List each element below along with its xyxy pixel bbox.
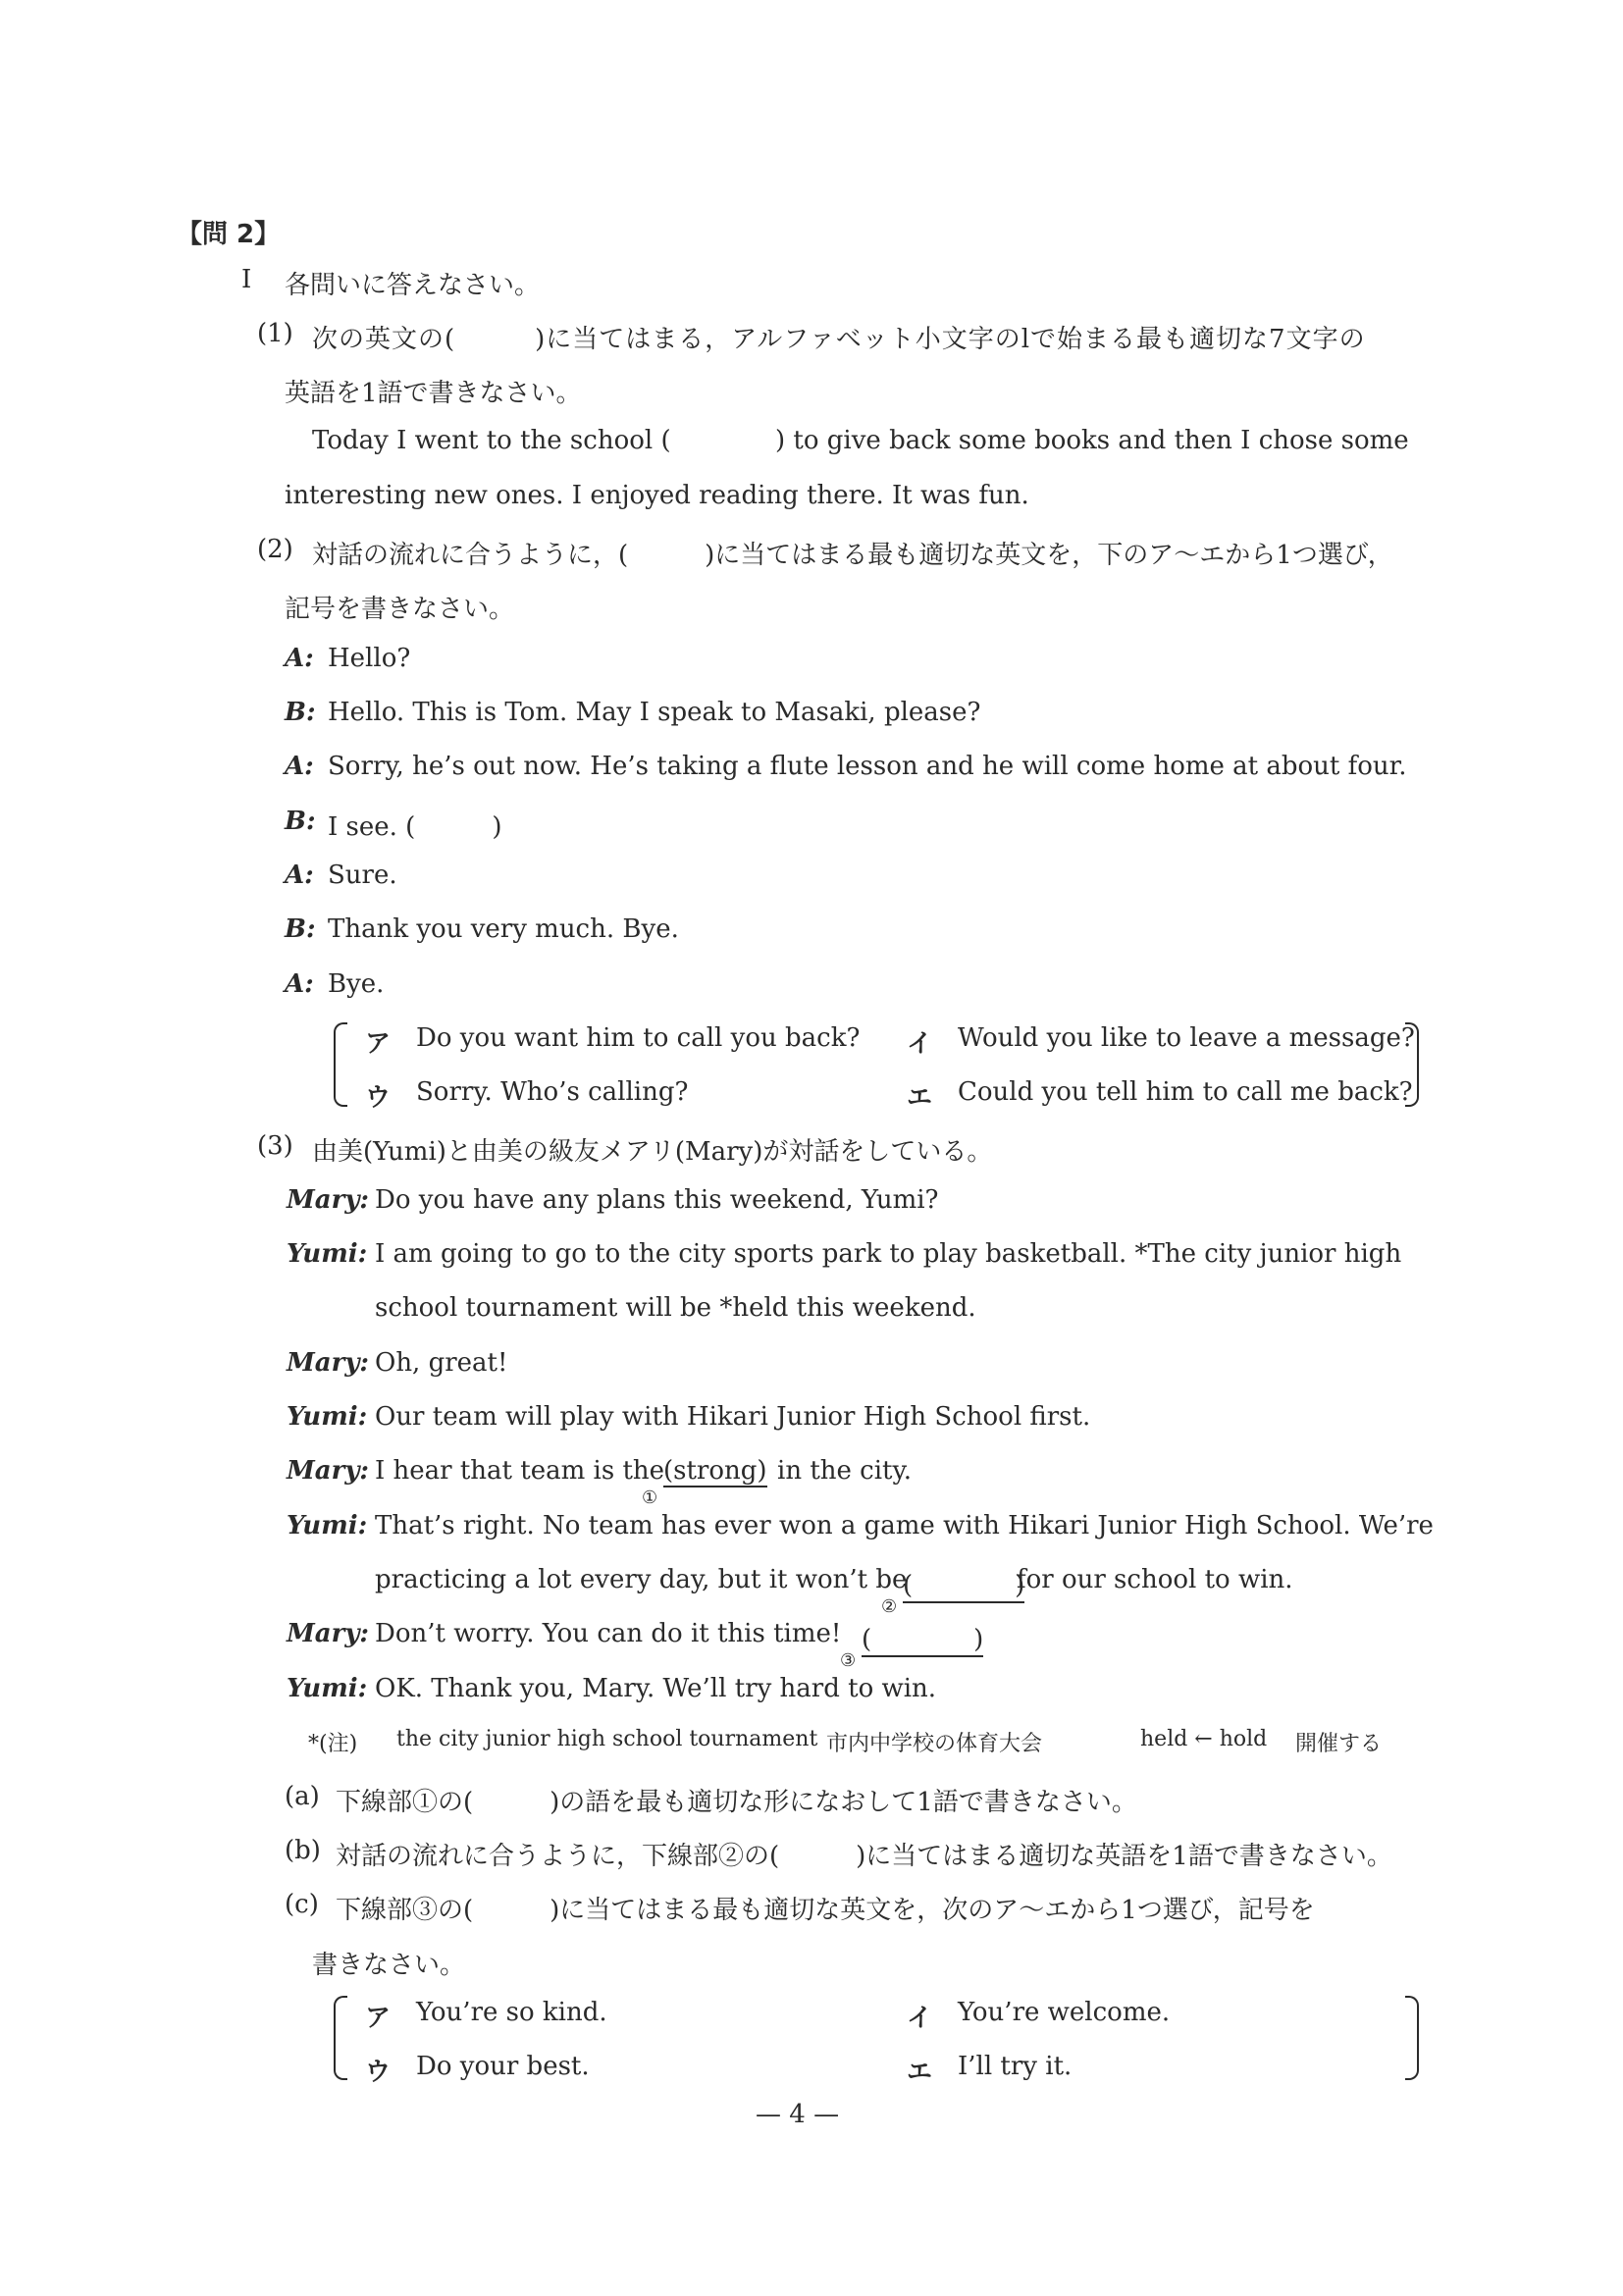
circle-number-1: ① <box>642 1487 658 1508</box>
dialog-speaker: Mary: <box>287 1456 370 1486</box>
choice-mark: イ <box>907 1029 933 1059</box>
dialog-line-part: in the city. <box>777 1456 912 1486</box>
q1-instruction-line2: 英語を1語で書きなさい。 <box>285 379 582 408</box>
q1-number: (1) <box>257 319 293 348</box>
q2-number: (2) <box>257 535 293 564</box>
q3-number: (3) <box>257 1131 293 1161</box>
choice-text: Could you tell him to call me back? <box>958 1077 1413 1107</box>
section-heading: 【問 2】 <box>177 220 281 249</box>
note-mark: *(注) <box>308 1732 358 1756</box>
dialog-line-part: I hear that team is the <box>375 1456 665 1486</box>
dialog-line: That’s right. No team has ever won a game with Hikari Junior High School. We’re <box>375 1511 1434 1540</box>
dialog-speaker: Yumi: <box>287 1402 368 1432</box>
dialog-speaker: B: <box>285 807 316 836</box>
dialog-line: I am going to go to the city sports park to play basketball. *The city junior high <box>375 1239 1402 1269</box>
dialog-line: Our team will play with Hikari Junior High School first. <box>375 1402 1091 1432</box>
dialog-speaker: A: <box>285 644 314 673</box>
subq-a-text: 下線部①の( )の語を最も適切な形になおして1語で書きなさい。 <box>336 1788 1137 1817</box>
section-instruction: 各問いに答えなさい。 <box>285 271 541 300</box>
dialog-speaker: B: <box>285 914 316 944</box>
dialog-speaker: Mary: <box>287 1619 370 1648</box>
subq-b-number: (b) <box>285 1836 321 1865</box>
page-number: — 4 — <box>756 2100 840 2129</box>
q1-passage-line2: interesting new ones. I enjoyed reading there. It was fun. <box>285 481 1029 510</box>
choice-mark: イ <box>907 2004 933 2033</box>
dialog-line: Do you have any plans this weekend, Yumi? <box>375 1185 939 1215</box>
note-gloss: 市内中学校の体育大会 <box>826 1732 1043 1756</box>
choice-mark: ア <box>365 1029 392 1059</box>
choice-mark: ウ <box>365 2058 392 2087</box>
choice-text: I’ll try it. <box>958 2052 1073 2081</box>
q1-passage-a: Today I went to the school ( <box>312 426 671 455</box>
dialog-line: Sure. <box>328 861 397 890</box>
q2-instruction-line1: 対話の流れに合うように，( )に当てはまる最も適切な英文を，下のア～エから1つ選び， <box>312 541 1393 570</box>
dialog-line-part: Don’t worry. You can do it this time! <box>375 1619 842 1648</box>
choice-bracket-left <box>334 1996 347 2080</box>
dialog-line: I see. ( ) <box>328 812 502 842</box>
q2-instruction-line2: 記号を書きなさい。 <box>285 595 515 624</box>
dialog-speaker: Mary: <box>287 1348 370 1378</box>
dialog-speaker: A: <box>285 969 314 999</box>
subq-c-number: (c) <box>285 1890 319 1919</box>
section-label: I <box>241 265 252 294</box>
underlined-word-1: (strong) <box>663 1456 767 1486</box>
circle-number-2: ② <box>881 1596 898 1617</box>
choice-text: You’re so kind. <box>416 1998 607 2027</box>
choice-mark: エ <box>907 2058 933 2087</box>
choice-mark: ア <box>365 2004 392 2033</box>
choice-text: You’re welcome. <box>958 1998 1171 2027</box>
choice-bracket-left <box>334 1022 347 1107</box>
choice-mark: エ <box>907 1083 933 1113</box>
dialog-line: Hello? <box>328 644 411 673</box>
underlined-blank-2: ( ) <box>903 1565 1024 1603</box>
dialog-speaker: Yumi: <box>287 1674 368 1703</box>
dialog-line: Hello. This is Tom. May I speak to Masaki, please? <box>328 698 981 727</box>
subq-c-text: 下線部③の( )に当てはまる最も適切な英文を，次のア～エから1つ選び，記号を <box>336 1896 1315 1925</box>
choice-text: Do you want him to call you back? <box>416 1023 861 1053</box>
subq-c-text-line2: 書きなさい。 <box>312 1951 466 1980</box>
dialog-line: Oh, great! <box>375 1348 508 1378</box>
dialog-line: Sorry, he’s out now. He’s taking a flute lesson and he will come home at about four. <box>328 752 1407 781</box>
q3-intro: 由美(Yumi)と由美の級友メアリ(Mary)が対話をしている。 <box>312 1137 993 1167</box>
dialog-speaker: B: <box>285 698 316 727</box>
dialog-speaker: A: <box>285 752 314 781</box>
choice-text: Sorry. Who’s calling? <box>416 1077 689 1107</box>
underlined-blank-3: ( ) <box>862 1619 983 1657</box>
dialog-speaker: Yumi: <box>287 1239 368 1269</box>
choice-text: Do your best. <box>416 2052 590 2081</box>
circle-number-3: ③ <box>840 1650 857 1671</box>
choice-text: Would you like to leave a message? <box>958 1023 1415 1053</box>
q1-instruction-line1: 次の英文の( )に当てはまる，アルファベット小文字のlで始まる最も適切な7文字の <box>312 325 1366 354</box>
dialog-speaker: A: <box>285 861 314 890</box>
subq-a-number: (a) <box>285 1782 320 1811</box>
note-term: held ← hold <box>1140 1727 1268 1751</box>
dialog-speaker: Yumi: <box>287 1511 368 1540</box>
dialog-line: OK. Thank you, Mary. We’ll try hard to win. <box>375 1674 937 1703</box>
dialog-line-part: practicing a lot every day, but it won’t be <box>375 1565 908 1594</box>
note-term: the city junior high school tournament <box>396 1727 818 1751</box>
dialog-line: Thank you very much. Bye. <box>328 914 679 944</box>
dialog-line: school tournament will be *held this weekend. <box>375 1293 976 1323</box>
choice-mark: ウ <box>365 1083 392 1113</box>
dialog-line: Bye. <box>328 969 385 999</box>
dialog-speaker: Mary: <box>287 1185 370 1215</box>
subq-b-text: 対話の流れに合うように，下線部②の( )に当てはまる適切な英語を1語で書きなさい。 <box>336 1842 1392 1871</box>
dialog-line-part: for our school to win. <box>1017 1565 1293 1594</box>
q1-passage-b: ) to give back some books and then I chose some <box>775 426 1409 455</box>
note-gloss: 開催する <box>1295 1732 1383 1756</box>
choice-bracket-right <box>1405 1996 1419 2080</box>
